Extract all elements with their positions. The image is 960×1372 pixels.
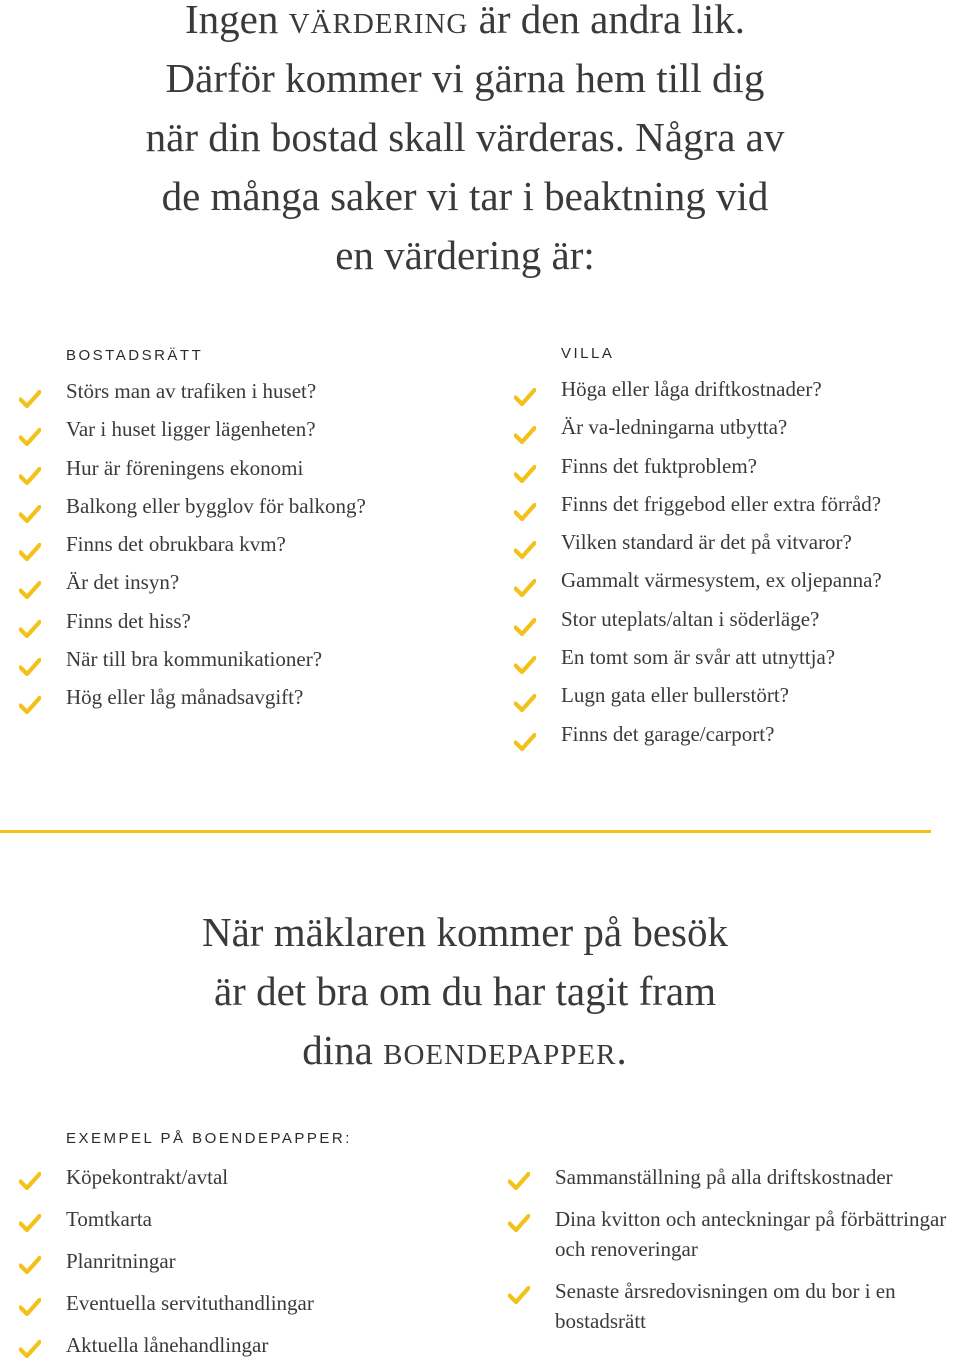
checklist-item-label: Finns det friggebod eller extra förråd? [561,491,882,516]
check-icon [514,686,536,704]
check-icon [19,535,41,553]
checklist-item [514,447,882,485]
outro-line-2: är det bra om du har tagit fram [213,968,717,1014]
checklist-item-label: Dina kvitton och anteckningar på förbättringar och renoveringar [555,1207,947,1261]
villa-heading: VILLA [561,345,615,362]
bostadsratt-heading: BOSTADSRÄTT [66,347,204,364]
checklist-item-label: Var i huset ligger lägenheten? [66,417,316,442]
check-icon [19,612,41,630]
checklist-item-label: En tomt som är svår att utnyttja? [561,645,836,670]
check-icon [508,1210,530,1228]
outro-line-1: När mäklaren kommer på besök [202,909,728,955]
checklist-item [514,485,882,523]
checklist-item [19,602,366,640]
check-icon [514,571,536,589]
outro-line-3-pre: dina [302,1027,384,1073]
checklist-item [19,1330,314,1360]
checklist-item [19,525,366,563]
checklist-item [19,410,366,448]
checklist-item [19,640,366,678]
checklist-item [508,1276,960,1336]
checklist-item [19,487,366,525]
checklist-item-label: Aktuella lånehandlingar [66,1333,269,1357]
check-icon [19,573,41,591]
check-icon [19,688,41,706]
intro-line-2: Därför kommer vi gärna hem till dig [165,55,765,101]
check-icon [514,495,536,513]
check-icon [19,382,41,400]
checklist-item [514,523,882,561]
intro-line-3: när din bostad skall värderas. Några av [145,114,785,160]
bostadsratt-checklist [19,372,366,717]
intro-line-1-pre: Ingen [184,0,289,42]
intro-line-4: de många saker vi tar i beaktning vid [161,173,769,219]
checklist-item-label: Finns det hiss? [66,608,191,633]
checklist-item-label: Finns det garage/carport? [561,721,775,746]
check-icon [514,457,536,475]
check-icon [19,459,41,477]
intro-line-1-smallcaps: värdering [288,0,469,42]
checklist-item [514,600,882,638]
checklist-item [514,638,882,676]
checklist-item [514,408,882,446]
intro-line-1-post: är den andra lik. [468,0,746,42]
checklist-item [19,1288,314,1318]
checklist-item [514,715,882,753]
intro-line-1 [0,0,930,49]
checklist-item-label: Är det insyn? [66,570,180,595]
villa-checklist [514,370,882,753]
check-icon [508,1168,530,1186]
exempel-heading: EXEMPEL PÅ BOENDEPAPPER: [66,1130,352,1147]
exempel-right-checklist [508,1162,960,1348]
exempel-left-checklist [19,1162,314,1372]
check-icon [514,380,536,398]
checklist-item-label: Sammanställning på alla driftskostnader [555,1165,893,1189]
checklist-item-label: Finns det obrukbara kvm? [66,532,286,557]
intro-headline [0,0,930,285]
check-icon [19,420,41,438]
checklist-item-label: Gammalt värmesystem, ex oljepanna? [561,568,882,593]
checklist-item-label: Höga eller låga driftkostnader? [561,377,822,401]
checklist-item-label: Störs man av trafiken i huset? [66,379,317,403]
outro-line-3 [0,1021,930,1080]
checklist-item-label: Eventuella servituthandlingar [66,1291,314,1315]
checklist-item [19,449,366,487]
check-icon [514,610,536,628]
check-icon [19,497,41,515]
checklist-item-label: Tomtkarta [66,1207,152,1231]
check-icon [514,648,536,666]
check-icon [514,725,536,743]
checklist-item-label: Stor uteplats/altan i söderläge? [561,606,820,631]
checklist-item [19,563,366,601]
check-icon [19,1336,41,1354]
checklist-item-label: Köpekontrakt/avtal [66,1165,229,1189]
checklist-item-label: Planritningar [66,1249,176,1273]
checklist-item-label: Är va-ledningarna utbytta? [561,415,788,440]
outro-line-3-smallcaps: boendepapper. [383,1027,628,1073]
checklist-item-label: Lugn gata eller bullerstört? [561,683,789,708]
checklist-item-label: Senaste årsredovisningen om du bor i en bostadsrätt [555,1279,896,1333]
check-icon [19,1210,41,1228]
checklist-item-label: När till bra kommunikationer? [66,647,323,672]
check-icon [514,533,536,551]
check-icon [19,1252,41,1270]
check-icon [19,1294,41,1312]
checklist-item-label: Hög eller låg månadsavgift? [66,685,304,710]
check-icon [19,1168,41,1186]
check-icon [508,1282,530,1300]
checklist-item [19,678,366,716]
outro-headline [0,903,930,1080]
checklist-item [19,1204,314,1234]
checklist-item [19,1246,314,1276]
checklist-item-label: Finns det fuktproblem? [561,453,757,478]
check-icon [19,650,41,668]
checklist-item [514,370,882,408]
checklist-item [514,561,882,599]
check-icon [514,418,536,436]
intro-line-5: en värdering är: [335,232,595,278]
checklist-item-label: Hur är föreningens ekonomi [66,455,304,480]
checklist-item [508,1162,960,1192]
checklist-item [514,676,882,714]
checklist-item-label: Balkong eller bygglov för balkong? [66,493,366,518]
checklist-item-label: Vilken standard är det på vitvaror? [561,530,852,555]
checklist-item [19,1162,314,1192]
section-divider [0,830,931,833]
checklist-item [508,1204,960,1264]
checklist-item [19,372,366,410]
